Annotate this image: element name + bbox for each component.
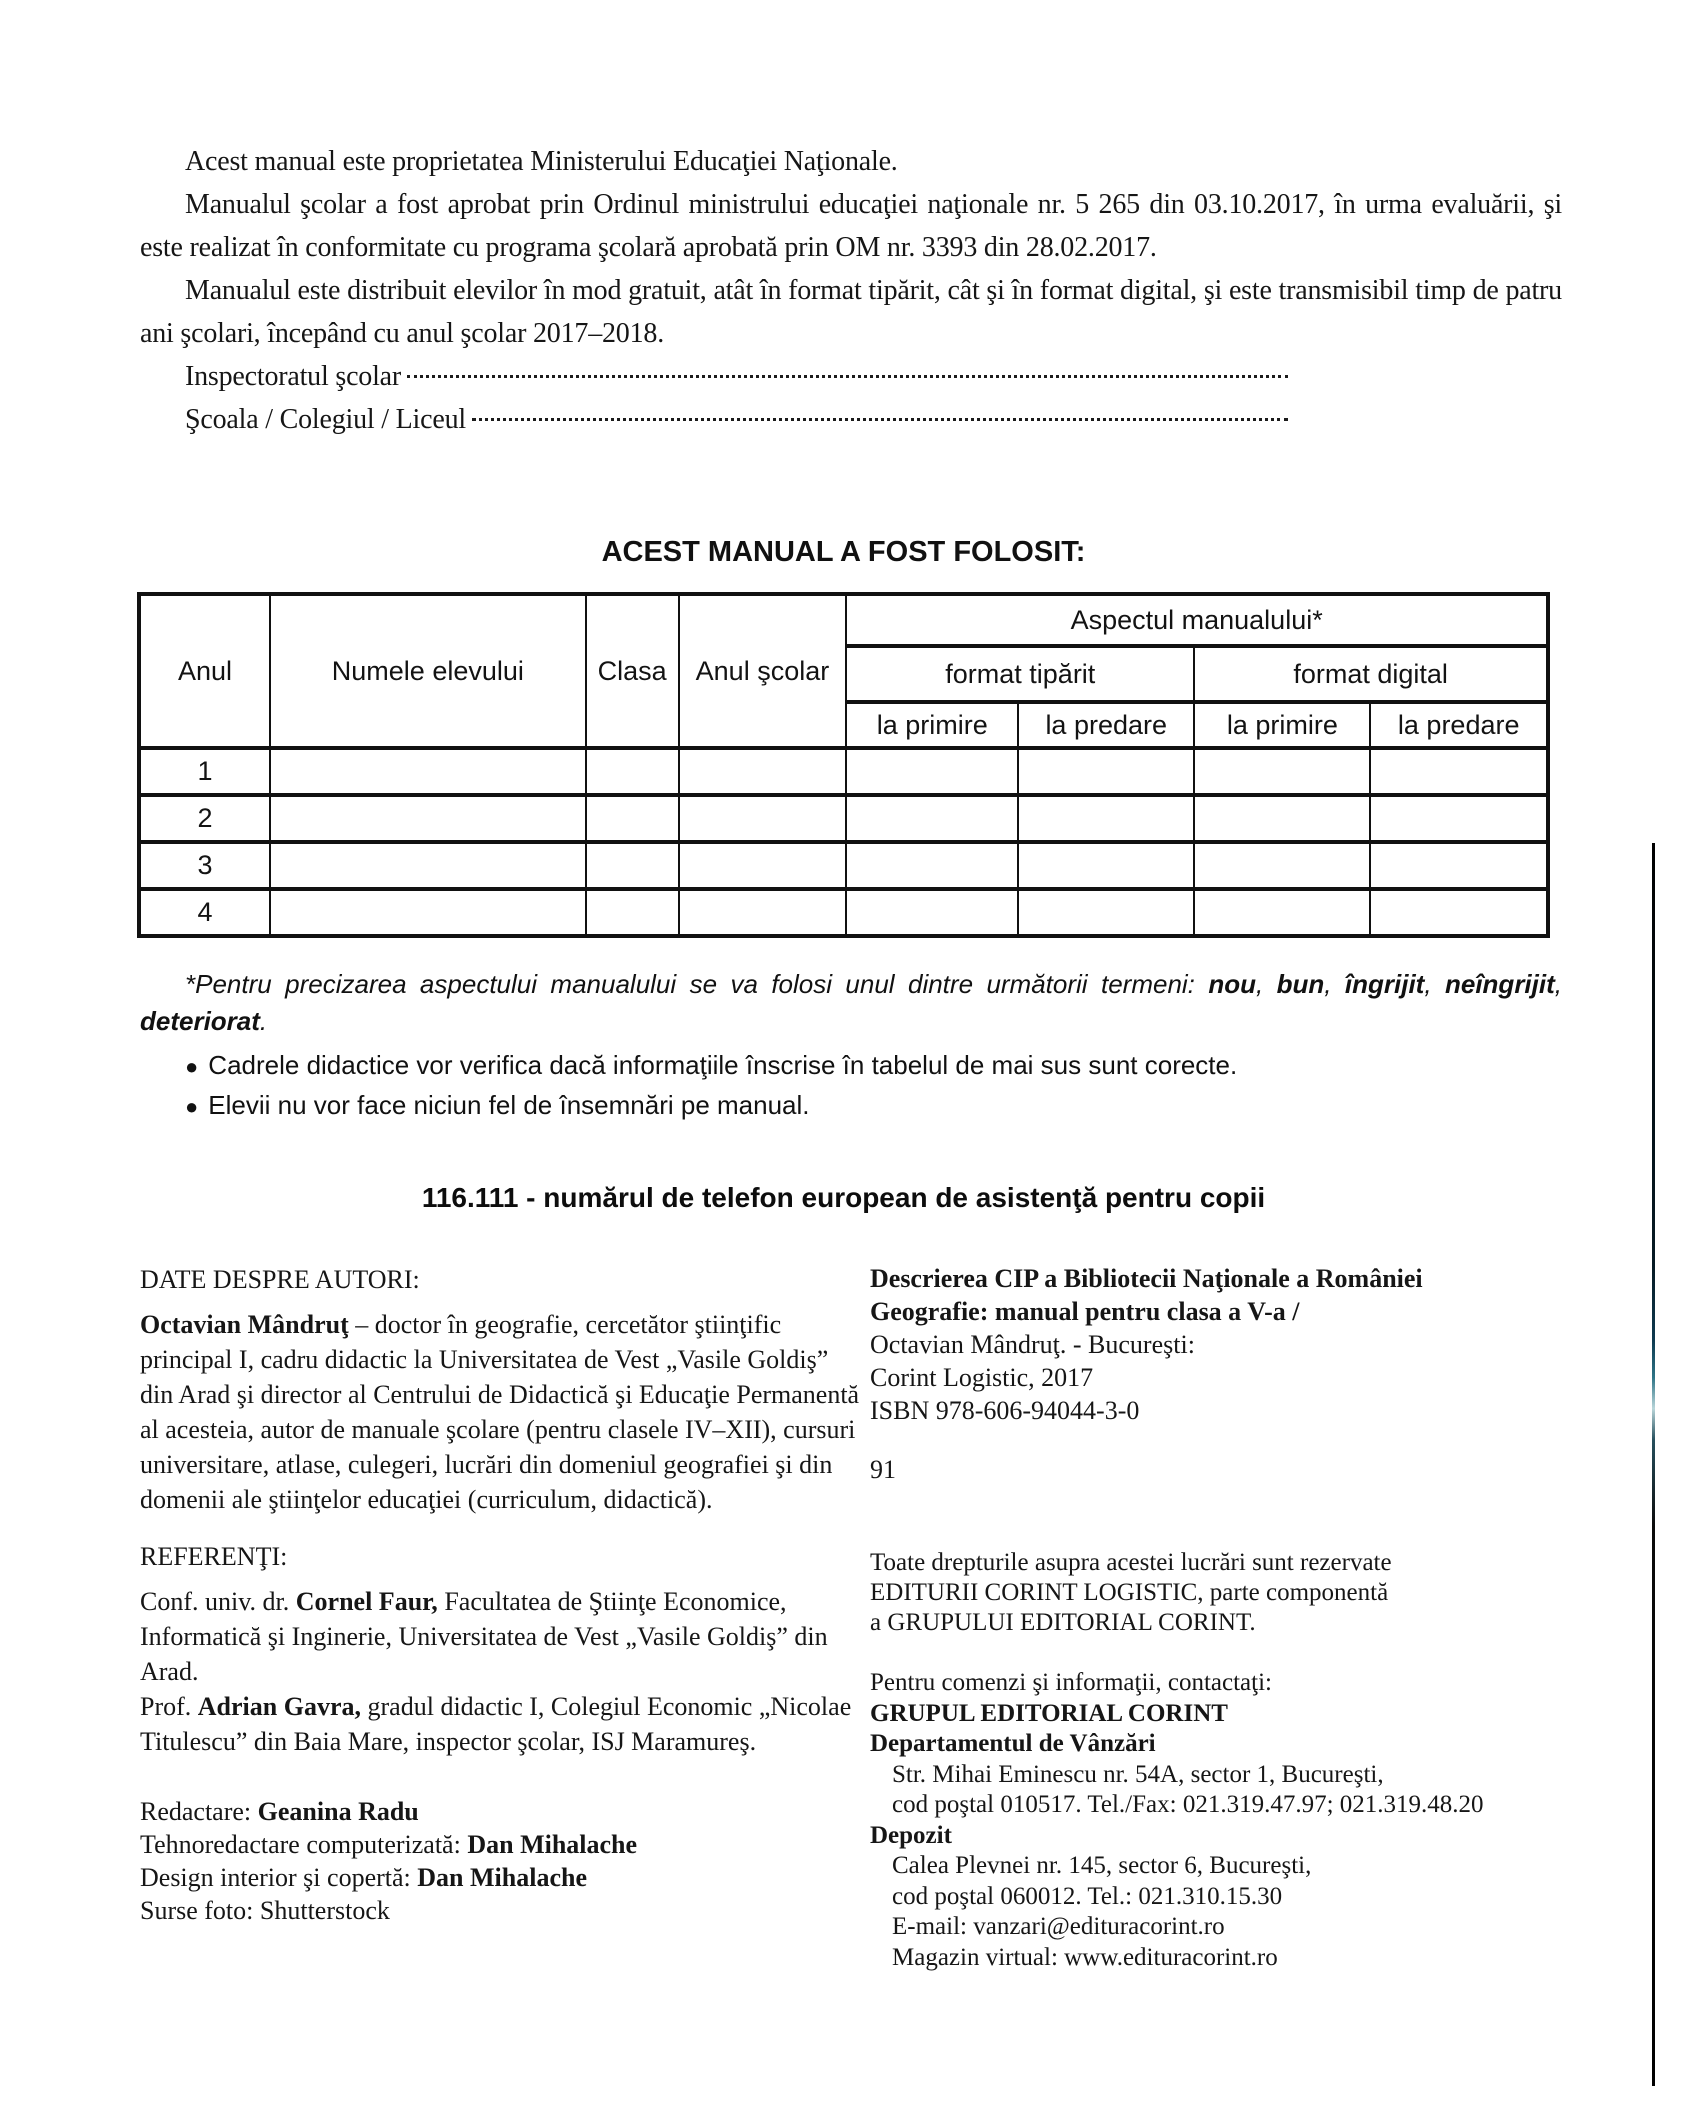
empty-cell bbox=[270, 889, 586, 936]
col-header-anul-scolar: Anul şcolar bbox=[679, 594, 847, 748]
credit-line: Surse foto: Shutterstock bbox=[140, 1896, 390, 1925]
cip-isbn: ISBN 978-606-94044-3-0 bbox=[870, 1396, 1140, 1425]
empty-cell bbox=[1194, 748, 1370, 795]
col-header-aspectul-manualului: Aspectul manualului* bbox=[846, 594, 1548, 646]
credit-line: Tehnoredactare computerizată: Dan Mihalache bbox=[140, 1830, 638, 1859]
rights-line: Toate drepturile asupra acestei lucrări sunt rezervate bbox=[870, 1549, 1392, 1576]
rule-text: Cadrele didactice vor verifica dacă informaţiile înscrise în tabelul de mai sus sunt corecte. bbox=[208, 1050, 1238, 1080]
rights-line: a GRUPULUI EDITORIAL CORINT. bbox=[870, 1609, 1256, 1636]
empty-cell bbox=[1194, 842, 1370, 889]
email-line: E-mail: vanzari@edituracorint.ro bbox=[892, 1913, 1225, 1940]
empty-cell bbox=[270, 842, 586, 889]
empty-cell bbox=[679, 889, 847, 936]
ministry-notice bbox=[140, 140, 1562, 441]
col-header-anul: Anul bbox=[139, 594, 270, 748]
empty-cell bbox=[1370, 889, 1548, 936]
col-header-format-tiparit: format tipărit bbox=[846, 646, 1194, 702]
row-number: 2 bbox=[139, 795, 270, 842]
empty-cell bbox=[1370, 748, 1548, 795]
row-number: 3 bbox=[139, 842, 270, 889]
cip-book-title: Geografie: manual pentru clasa a V-a / bbox=[870, 1297, 1300, 1326]
empty-cell bbox=[586, 889, 679, 936]
scan-artifact-line bbox=[1652, 843, 1655, 2086]
referents-heading: REFERENŢI: bbox=[140, 1542, 288, 1571]
depot-address-line: Calea Plevnei nr. 145, sector 6, Bucureşti, bbox=[892, 1852, 1312, 1879]
publisher-group-name: GRUPUL EDITORIAL CORINT bbox=[870, 1699, 1228, 1727]
rules-list bbox=[140, 1046, 1562, 1126]
empty-cell bbox=[846, 748, 1018, 795]
notice-distribution: Manualul este distribuit elevilor în mod gratuit, atât în format tipărit, cât şi în format digital, şi este transmisibil timp de patru ani şcolari, începând cu anul şcolar 2017–2018. bbox=[140, 275, 1562, 349]
notice-approval: Manualul şcolar a fost aprobat prin Ordinul ministrului educaţiei naţionale nr. 5 265 din 03.10.2017, în urma evaluării, şi este realizat în conformitate cu programa şcolară aprobată prin OM nr. 3393 din 28.02.2017. bbox=[140, 189, 1562, 263]
col-header-format-digital: format digital bbox=[1194, 646, 1548, 702]
inspectorate-label: Inspectoratul şcolar bbox=[185, 361, 402, 392]
dotted-leader bbox=[407, 375, 1288, 378]
sales-phone-line: cod poştal 010517. Tel./Fax: 021.319.47.97; 021.319.48.20 bbox=[892, 1791, 1484, 1818]
rights-line: EDITURII CORINT LOGISTIC, parte componentă bbox=[870, 1579, 1389, 1606]
child-helpline-text: 116.111 - numărul de telefon european de asistenţă pentru copii bbox=[421, 1182, 1266, 1213]
empty-cell bbox=[1194, 889, 1370, 936]
empty-cell bbox=[1018, 842, 1194, 889]
table-row bbox=[139, 842, 1548, 889]
contact-info bbox=[870, 1668, 1600, 1973]
empty-cell bbox=[1018, 889, 1194, 936]
cip-author-line: Octavian Mândruţ. - Bucureşti: bbox=[870, 1330, 1195, 1359]
authors-heading: DATE DESPRE AUTORI: bbox=[140, 1265, 420, 1294]
sales-address-line: Str. Mihai Eminescu nr. 54A, sector 1, Bucureşti, bbox=[892, 1760, 1384, 1788]
empty-cell bbox=[270, 748, 586, 795]
publisher-column bbox=[870, 1262, 1600, 1973]
rights-notice bbox=[870, 1548, 1600, 1638]
author-bio: Octavian Mândruţ – doctor în geografie, cercetător ştiinţific principal I, cadru didactic la Universitatea de Vest „Vasile Goldiş” din Arad şi director al Centrului de Didactică şi Educaţie Permanentă al acesteia, autor de manuale şcolare (pentru clasele IV–XII), cursuri universitare, atlase, culegeri, lucrări din domeniul geografiei şi din domenii ale ştiinţelor educaţiei (curriculum, didactică). bbox=[140, 1310, 860, 1514]
rule-text: Elevii nu vor face niciun fel de însemnări pe manual. bbox=[208, 1090, 810, 1120]
referent-entry: Conf. univ. dr. Cornel Faur, Facultatea de Ştiinţe Economice, Informatică şi Inginerie, Universitatea de Vest „Vasile Goldiş” din Arad. bbox=[140, 1587, 828, 1686]
contact-intro: Pentru comenzi şi informaţii, contactaţi: bbox=[870, 1669, 1272, 1696]
empty-cell bbox=[1194, 795, 1370, 842]
cip-publisher-line: Corint Logistic, 2017 bbox=[870, 1363, 1094, 1392]
row-number: 4 bbox=[139, 889, 270, 936]
bullet-icon: ● bbox=[185, 1094, 199, 1119]
empty-cell bbox=[679, 842, 847, 889]
row-number: 1 bbox=[139, 748, 270, 795]
table-row bbox=[139, 889, 1548, 936]
empty-cell bbox=[586, 748, 679, 795]
authors-column bbox=[140, 1262, 865, 1927]
web-shop-line: Magazin virtual: www.edituracorint.ro bbox=[892, 1943, 1278, 1971]
table-row bbox=[139, 748, 1548, 795]
school-fill-line bbox=[140, 398, 1288, 441]
list-item bbox=[140, 1046, 1562, 1086]
col-header-la-primire-digital: la primire bbox=[1194, 702, 1370, 748]
empty-cell bbox=[270, 795, 586, 842]
col-header-la-predare-tiparit: la predare bbox=[1018, 702, 1194, 748]
school-label: Şcoala / Colegiul / Liceul bbox=[185, 404, 466, 435]
credit-line: Redactare: Geanina Radu bbox=[140, 1797, 419, 1826]
usage-table bbox=[137, 592, 1550, 938]
credits-block bbox=[140, 1795, 865, 1927]
empty-cell bbox=[1370, 842, 1548, 889]
dotted-leader bbox=[472, 418, 1288, 421]
empty-cell bbox=[679, 748, 847, 795]
empty-cell bbox=[1018, 748, 1194, 795]
empty-cell bbox=[846, 795, 1018, 842]
col-header-numele-elevului: Numele elevului bbox=[270, 594, 586, 748]
notice-ownership: Acest manual este proprietatea Ministerului Educaţiei Naţionale. bbox=[185, 146, 898, 177]
sales-department-heading: Departamentul de Vânzări bbox=[870, 1730, 1156, 1757]
empty-cell bbox=[846, 889, 1018, 936]
empty-cell bbox=[586, 795, 679, 842]
bullet-icon: ● bbox=[185, 1054, 199, 1079]
credit-line: Design interior şi copertă: Dan Mihalache bbox=[140, 1863, 587, 1892]
cip-description bbox=[870, 1262, 1600, 1486]
list-item bbox=[140, 1086, 1562, 1126]
empty-cell bbox=[1018, 795, 1194, 842]
empty-cell bbox=[679, 795, 847, 842]
empty-cell bbox=[586, 842, 679, 889]
cip-classification-code: 91 bbox=[870, 1455, 896, 1484]
depot-heading: Depozit bbox=[870, 1821, 952, 1849]
cip-title-line: Descrierea CIP a Bibliotecii Naţionale a României bbox=[870, 1264, 1423, 1293]
col-header-la-predare-digital: la predare bbox=[1370, 702, 1548, 748]
referent-entry: Prof. Adrian Gavra, gradul didactic I, Colegiul Economic „Nicolae Titulescu” din Baia Mare, inspector şcolar, ISJ Maramureş. bbox=[140, 1692, 852, 1756]
depot-phone-line: cod poştal 060012. Tel.: 021.310.15.30 bbox=[892, 1882, 1283, 1910]
usage-table-title: ACEST MANUAL A FOST FOLOSIT: bbox=[601, 536, 1086, 568]
inspectorate-fill-line bbox=[140, 355, 1288, 398]
empty-cell bbox=[846, 842, 1018, 889]
table-row bbox=[139, 795, 1548, 842]
col-header-clasa: Clasa bbox=[586, 594, 679, 748]
aspect-footnote: *Pentru precizarea aspectului manualului se va folosi unul dintre următorii termeni: nou, bun, îngrijit, neîngrijit, deteriorat. bbox=[140, 969, 1562, 1036]
empty-cell bbox=[1370, 795, 1548, 842]
col-header-la-primire-tiparit: la primire bbox=[846, 702, 1018, 748]
